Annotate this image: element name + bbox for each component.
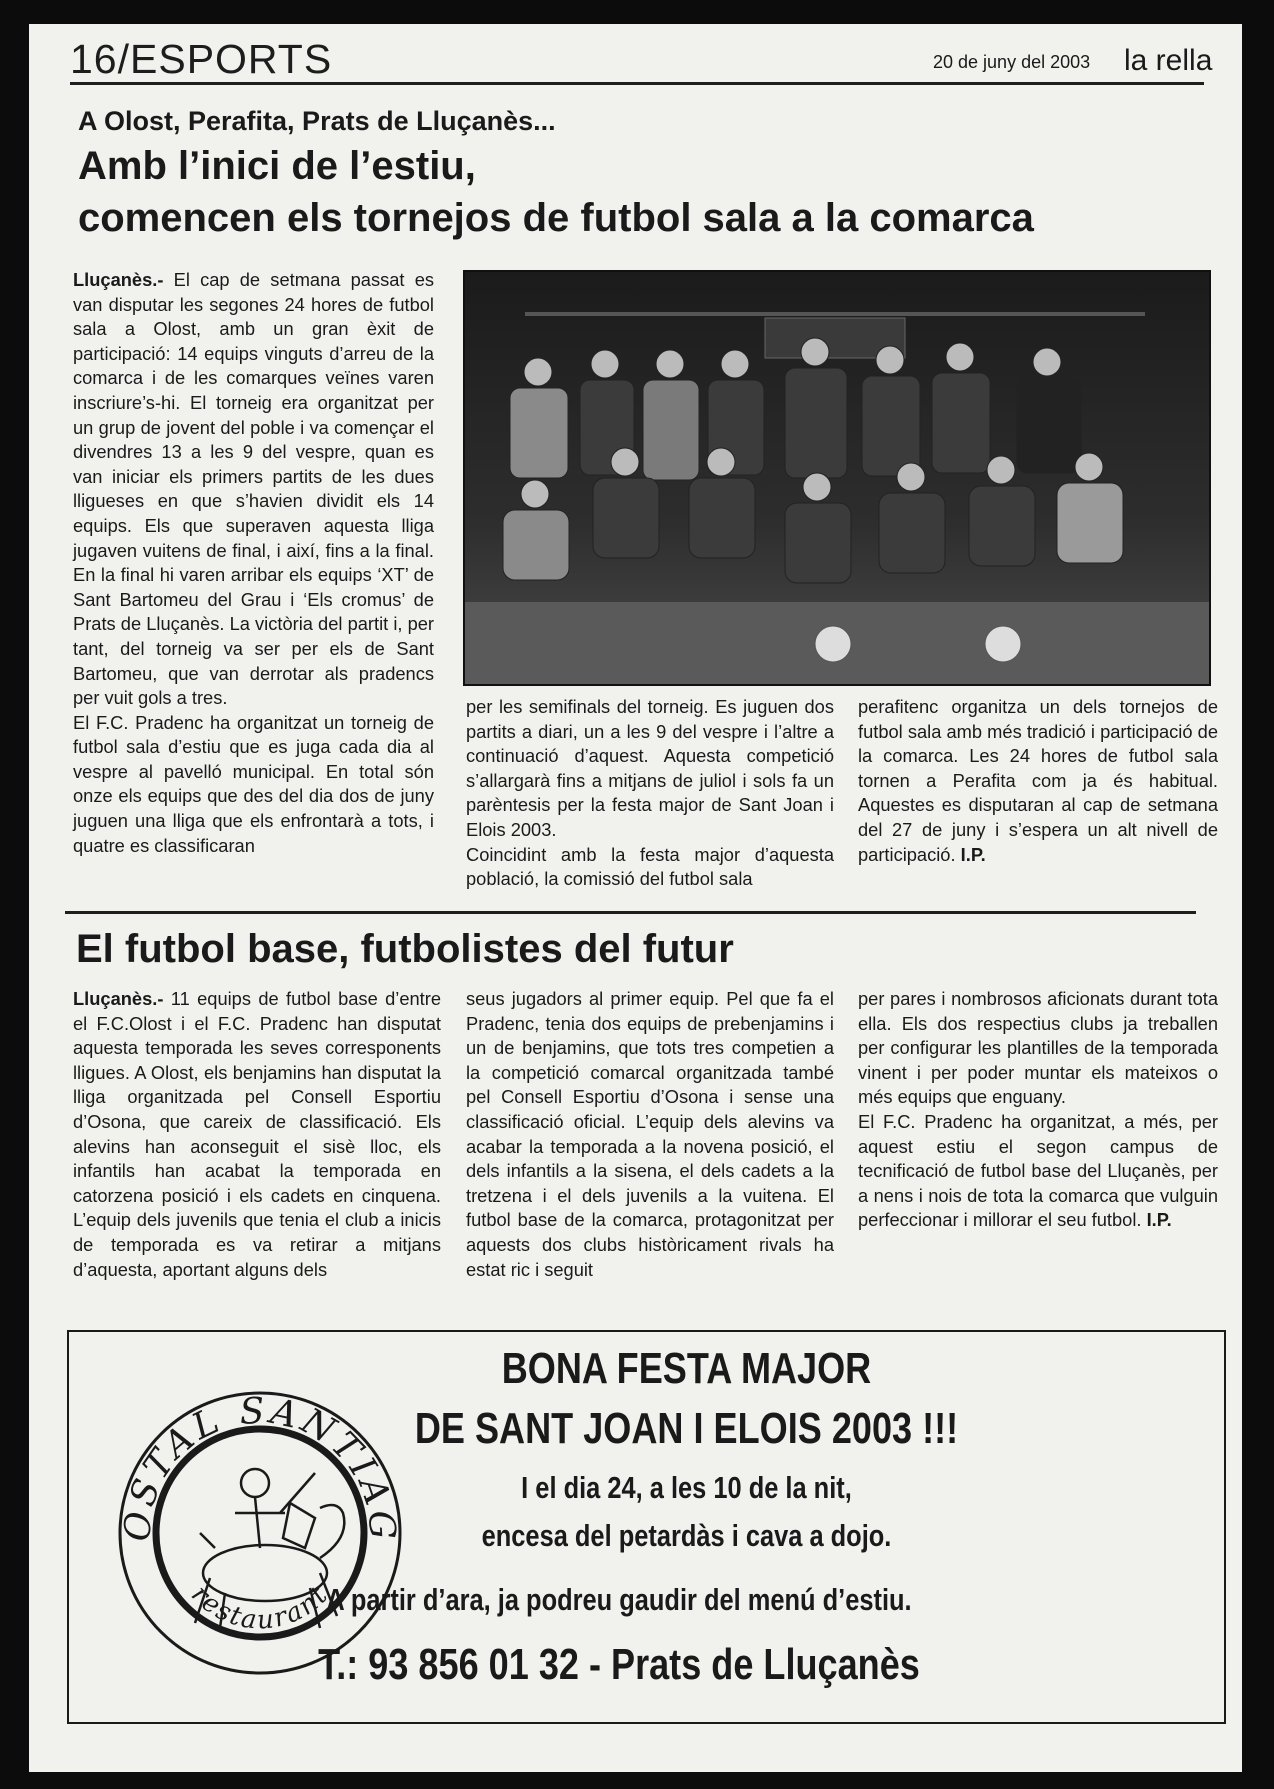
article2-dateline: Lluçanès.- xyxy=(73,988,164,1009)
article1-paragraph3: per les semifinals del torneig. Es juguen dos partits a diari, un a les 9 del vespre i l’altre a continuació d’aquest. Aquesta competició s’allargarà fins a mitjans de juliol i sols fa un parèntesis per la festa major de Sant Joan i Elois 2003. xyxy=(466,696,834,840)
article1-column3 xyxy=(858,695,1218,867)
ad-line1: BONA FESTA MAJOR xyxy=(501,1344,872,1393)
newspaper-page xyxy=(29,24,1242,1772)
article1-column1 xyxy=(73,268,434,858)
article2-paragraph4 xyxy=(858,1110,1218,1233)
issue-date: 20 de juny del 2003 xyxy=(933,52,1091,72)
article1-paragraph5 xyxy=(858,695,1218,867)
publication-name: la rella xyxy=(1124,44,1213,77)
article1-paragraph4: Coincidint amb la festa major d’aquesta població, la comissió del futbol sala xyxy=(466,843,834,890)
ad-phone-line: T.: 93 856 01 32 - Prats de Lluçanès xyxy=(318,1640,920,1689)
article1-column2 xyxy=(466,695,834,892)
article2-col3-text: El F.C. Pradenc ha organitzat, a més, per aquest estiu el segon campus de tecnificació de futbol base del Lluçanès, per a nens i nois de tota la comarca que vulguin perfeccionar i millorar el seu futbol. xyxy=(858,1110,1218,1231)
article1-col3-text: perafitenc organitza un dels tornejos de futbol sala amb més tradició i participació de la comarca. Les 24 hores de futbol sala tornen a Perafita com ja és habitual. Aquestes es disputaran al cap de setmana del 27 de juny i s’espera un alt nivell de participació. xyxy=(858,696,1218,865)
svg-text:HOSTAL SANTIAGO: OSTAL SANTIAG xyxy=(117,1390,403,1545)
article2-headline: El futbol base, futbolistes del futur xyxy=(76,927,734,971)
article2-paragraph2: seus jugadors al primer equip. Pel que fa el Pradenc, tenia dos equips de prebenjamins i un de benjamins, que tots tres competien a la competició comarcal organitzada també pel Consell Esportiu d’Osona i sense una classificació oficial. L’equip dels alevins va acabar la temporada a la novena posició, el dels infantils a la sisena, el dels cadets a la tretzena i el dels juvenils a la vuitena. El futbol base de la comarca, protagonitzat per aquests dos clubs històricament rivals ha estat ric i seguit xyxy=(466,988,834,1280)
article1-signature: I.P. xyxy=(960,843,986,865)
header-rule xyxy=(70,82,1204,85)
article1-body-text: El cap de setmana passat es van disputar les segones 24 hores de futbol sala a Olost, amb un gran èxit de participació: 14 equips vinguts d’arreu de la comarca i de les comarques veïnes varen inscriure’s-hi. El torneig era organitzat per un grup de jovent del poble i va començar el divendres 13 a les 9 del vespre, quan es van iniciar els primers partits de les dues lligueses en que s’havien dividit els 14 equips. Els que superaven aquesta lliga jugaven vuitens de final, i així, fins a la final. En la final hi varen arribar els equips ‘XT’ de Sant Bartomeu del Grau i ‘Els cromus’ de Prats de Lluçanès. La victòria del partit i, per tant, del torneig va ser per els de Sant Bartomeu, que van derrotar als pradencs per vuit gols a tres. xyxy=(73,269,434,709)
restaurant-advertisement xyxy=(67,1330,1226,1724)
ad-line4: encesa del petardàs i cava a dojo. xyxy=(481,1518,892,1553)
section-title: 16/ESPORTS xyxy=(70,36,333,82)
article2-signature: I.P. xyxy=(1146,1209,1172,1231)
ad-line2: DE SANT JOAN I ELOIS 2003 !!! xyxy=(414,1404,959,1453)
section-divider xyxy=(65,911,1196,914)
article2-paragraph1 xyxy=(73,987,441,1282)
article2-paragraph3: per pares i nombrosos aficionats durant tota ella. Els dos respectius clubs ja treballen per configurar les plantilles de la temporada vinent i per poder muntar els mateixos o més equips que enguany. xyxy=(858,988,1218,1108)
article1-dateline: Lluçanès.- xyxy=(73,269,164,290)
article1-headline-line2: comencen els tornejos de futbol sala a la comarca xyxy=(78,196,1034,240)
team-photo xyxy=(463,270,1211,686)
article1-headline-line1: Amb l’inici de l’estiu, xyxy=(78,144,476,188)
svg-text:restaurant: restaurant xyxy=(185,1579,335,1636)
article2-column1 xyxy=(73,987,441,1282)
article2-column3 xyxy=(858,987,1218,1233)
ad-line5: A partir d’ara, ja podreu gaudir del menú d’estiu. xyxy=(326,1582,912,1617)
team-photo-image xyxy=(465,272,1209,684)
ad-line3: I el dia 24, a les 10 de la nit, xyxy=(521,1470,852,1505)
article1-paragraph2: El F.C. Pradenc ha organitzat un torneig de futbol sala d’estiu que es juga cada dia al vespre al pavelló municipal. En total són onze els equips que des del dia dos de juny juguen una lliga que els enfrontarà a tots, i quatre es classificaran xyxy=(73,711,434,856)
article1-kicker: A Olost, Perafita, Prats de Lluçanès... xyxy=(78,106,556,136)
article2-body-text: 11 equips de futbol base d’entre el F.C.Olost i el F.C. Pradenc han disputat aquesta temporada les seves corresponents lligues. A Olost, els benjamins han disputat la lliga organitzada pel Consell Esportiu d’Osona, que careix de classificació. Els alevins han aconseguit el sisè lloc, els infantils han acabat la temporada en catorzena posició i els cadets en cinquena. L’equip dels juvenils que tenia el club a inicis de temporada es va retirar a mitjans d’aquesta, aportant alguns dels xyxy=(73,988,441,1280)
article2-column2 xyxy=(466,987,834,1282)
article1-paragraph1 xyxy=(73,268,434,711)
